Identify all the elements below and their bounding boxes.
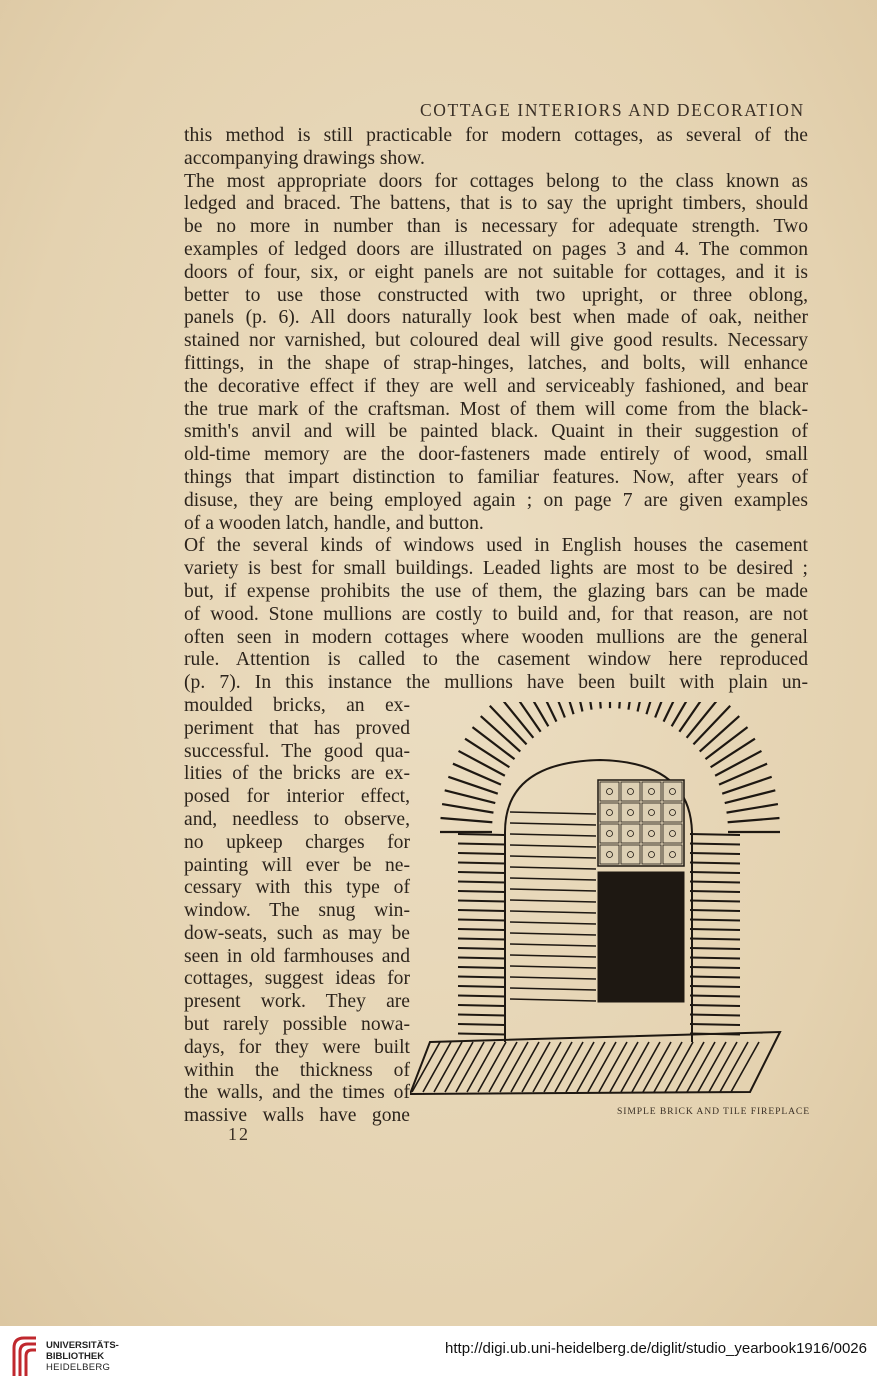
library-name-line2: BIBLIOTHEK: [46, 1351, 105, 1362]
text-line: the decorative effect if they are well and serviceably fashioned, and bear: [184, 375, 808, 397]
left-jamb-course: [458, 958, 505, 959]
page-number: 12: [228, 1124, 250, 1144]
hearth-hatching: [445, 1042, 473, 1092]
left-jamb-course: [458, 967, 505, 968]
right-jamb-course: [690, 882, 740, 883]
left-jamb-course: [458, 920, 505, 921]
text-line: of wood. Stone mullions are costly to build and, for that reason, are not: [184, 603, 808, 625]
text-line: accompanying drawings show.: [184, 147, 425, 169]
hearth-hatching: [643, 1042, 671, 1092]
hearth-hatching: [698, 1042, 726, 1092]
left-jamb-course: [458, 1024, 505, 1025]
text-line: panels (p. 6). All doors naturally look best when made of oak, neither: [184, 307, 808, 329]
hearth-hatching: [434, 1042, 462, 1092]
text-line: often seen in modern cottages where wooden mullions are the general: [184, 626, 808, 648]
inner-wall-course: [510, 834, 596, 836]
hearth-hatching: [456, 1042, 484, 1092]
text-line: be no more in number than is necessary for adequate strength. Two: [184, 216, 808, 238]
text-line: fittings, in the shape of strap-hinges, latches, and bolts, will enhance: [184, 352, 808, 374]
inner-wall-course: [510, 867, 596, 869]
text-line-narrow: days, for they were built: [184, 1036, 410, 1058]
library-logo-icon: [10, 1334, 40, 1380]
text-line: smith's anvil and will be painted black. Quaint in their suggestion of: [184, 421, 808, 443]
inner-wall-course: [510, 966, 596, 968]
left-jamb-course: [458, 901, 505, 902]
hearth-hatching: [412, 1042, 440, 1092]
right-jamb-course: [690, 929, 740, 930]
left-jamb-course: [458, 929, 505, 930]
left-jamb-course: [458, 1005, 505, 1006]
arch-brick: [442, 804, 493, 813]
text-line-narrow: within the thickness of: [184, 1059, 410, 1081]
text-line: better to use those constructed with two upright, or three oblong,: [184, 284, 808, 306]
left-jamb-course: [458, 844, 505, 845]
hearth-hatching: [566, 1042, 594, 1092]
hearth-hatching: [610, 1042, 638, 1092]
right-jamb-course: [690, 920, 740, 921]
right-jamb-course: [690, 948, 740, 949]
text-line: The most appropriate doors for cottages belong to the class known as: [184, 170, 808, 192]
text-line-narrow: successful. The good qua-: [184, 740, 410, 762]
fireplace-drawing: [410, 702, 810, 1102]
arch-brick: [481, 716, 521, 751]
right-jamb-course: [690, 891, 740, 892]
hearth-hatching: [522, 1042, 550, 1092]
left-jamb-course: [458, 939, 505, 940]
library-name-line3: HEIDELBERG: [46, 1362, 111, 1373]
inner-wall-course: [510, 812, 596, 814]
hearth-hatching: [489, 1042, 517, 1092]
hearth-hatching: [621, 1042, 649, 1092]
hearth-hatching: [478, 1042, 506, 1092]
text-line: variety is best for small buildings. Leaded lights are most to be desired ;: [184, 558, 808, 580]
fireplace-illustration: [410, 702, 810, 1102]
arch-brick: [619, 702, 623, 708]
arch-brick: [628, 702, 636, 710]
library-name: [46, 1340, 119, 1373]
left-jamb-course: [458, 1034, 505, 1035]
hearth-hatching: [709, 1042, 737, 1092]
inner-wall-course: [510, 977, 596, 979]
text-line-narrow: posed for interior effect,: [184, 786, 410, 808]
text-line: things that impart distinction to familiar features. Now, after years of: [184, 466, 808, 488]
inner-wall-course: [510, 911, 596, 913]
hearth-hatching: [533, 1042, 561, 1092]
inner-wall-course: [510, 823, 596, 825]
inner-wall-course: [510, 878, 596, 880]
text-line: examples of ledged doors are illustrated on pages 3 and 4. The common: [184, 238, 808, 260]
text-line: disuse, they are being employed again ; on page 7 are given examples: [184, 489, 808, 511]
right-jamb-course: [690, 834, 740, 835]
arch-brick: [597, 702, 601, 708]
fire-opening: [598, 872, 684, 1002]
left-jamb-course: [458, 891, 505, 892]
arch-brick: [465, 739, 509, 768]
right-jamb-course: [690, 1024, 740, 1025]
hearth-hatching: [467, 1042, 495, 1092]
text-line-narrow: window. The snug win-: [184, 900, 410, 922]
inner-wall-course: [510, 988, 596, 990]
hearth-hatching: [544, 1042, 572, 1092]
inner-wall-course: [510, 889, 596, 891]
right-jamb-course: [690, 1005, 740, 1006]
right-jamb-course: [690, 901, 740, 902]
hearth-hatching: [599, 1042, 627, 1092]
text-line-narrow: moulded bricks, an ex-: [184, 694, 410, 716]
left-jamb-course: [458, 910, 505, 911]
text-line-narrow: cottages, suggest ideas for: [184, 968, 410, 990]
left-jamb-course: [458, 948, 505, 949]
inner-wall-course: [510, 845, 596, 847]
right-jamb-course: [690, 939, 740, 940]
arch-brick: [441, 818, 493, 822]
running-head: COTTAGE INTERIORS AND DECORATION: [420, 100, 805, 120]
right-jamb-course: [690, 872, 740, 873]
text-line: of a wooden latch, handle, and button.: [184, 512, 484, 534]
inner-wall-course: [510, 933, 596, 935]
left-jamb-course: [458, 882, 505, 883]
right-jamb-course: [690, 853, 740, 854]
arch-brick: [459, 751, 505, 776]
arch-brick: [715, 751, 761, 776]
arch-brick: [728, 818, 780, 822]
right-jamb-course: [690, 996, 740, 997]
inner-wall-course: [510, 944, 596, 946]
text-line-narrow: lities of the bricks are ex-: [184, 763, 410, 785]
left-jamb-course: [458, 853, 505, 854]
hearth-hatching: [511, 1042, 539, 1092]
hearth-hatching: [665, 1042, 693, 1092]
library-name-line1: UNIVERSITÄTS-: [46, 1340, 119, 1351]
text-line: rule. Attention is called to the casement window here reproduced: [184, 649, 808, 671]
text-line: the true mark of the craftsman. Most of them will come from the black-: [184, 398, 808, 420]
text-line-narrow: dow-seats, such as may be: [184, 922, 410, 944]
arch-brick: [725, 790, 776, 803]
left-jamb-course: [458, 986, 505, 987]
hearth-hatching: [720, 1042, 748, 1092]
left-jamb-course: [458, 1015, 505, 1016]
text-line-narrow: painting will ever be ne-: [184, 854, 410, 876]
inner-wall-course: [510, 856, 596, 858]
hearth-hatching: [577, 1042, 605, 1092]
left-jamb-course: [458, 834, 505, 835]
text-line: but, if expense prohibits the use of them, the glazing bars can be made: [184, 580, 808, 602]
text-line-narrow: massive walls have gone: [184, 1105, 410, 1127]
text-line-narrow: no upkeep charges for: [184, 831, 410, 853]
text-line-narrow: the walls, and the times of: [184, 1082, 410, 1104]
text-line-narrow: but rarely possible nowa-: [184, 1014, 410, 1036]
right-jamb-course: [690, 967, 740, 968]
left-jamb-course: [458, 996, 505, 997]
text-line: stained nor varnished, but coloured deal will give good results. Necessary: [184, 330, 808, 352]
text-line-narrow: periment that has proved: [184, 717, 410, 739]
arch-brick: [472, 727, 514, 759]
right-jamb-course: [690, 1015, 740, 1016]
right-jamb-course: [690, 844, 740, 845]
arch-brick: [711, 739, 755, 768]
left-jamb-course: [458, 872, 505, 873]
right-jamb-course: [690, 910, 740, 911]
text-line-narrow: and, needless to observe,: [184, 808, 410, 830]
hearth-hatching: [632, 1042, 660, 1092]
text-line: (p. 7). In this instance the mullions have been built with plain un-: [184, 672, 808, 694]
text-line-narrow: cessary with this type of: [184, 877, 410, 899]
hearth-hatching: [676, 1042, 704, 1092]
inner-wall-course: [510, 900, 596, 902]
arch-brick: [445, 790, 496, 803]
arch-brick: [583, 702, 591, 710]
hearth-hatching: [654, 1042, 682, 1092]
source-url-link[interactable]: http://digi.ub.uni-heidelberg.de/diglit/studio_yearbook1916/0026: [445, 1340, 867, 1357]
hearth-hatching: [500, 1042, 528, 1092]
inner-wall-course: [510, 922, 596, 924]
hearth-hatching: [588, 1042, 616, 1092]
left-jamb-course: [458, 863, 505, 864]
figure-caption: SIMPLE BRICK AND TILE FIREPLACE: [617, 1106, 810, 1117]
right-jamb-course: [690, 977, 740, 978]
text-line: Of the several kinds of windows used in English houses the casement: [184, 535, 808, 557]
text-line-narrow: seen in old farmhouses and: [184, 945, 410, 967]
inner-wall-course: [510, 999, 596, 1001]
left-jamb-course: [458, 977, 505, 978]
arch-brick: [700, 716, 740, 751]
right-jamb-course: [690, 863, 740, 864]
text-line: old-time memory are the door-fasteners made entirely of wood, small: [184, 444, 808, 466]
right-jamb-course: [690, 958, 740, 959]
arch-brick: [705, 727, 747, 759]
hearth-hatching: [687, 1042, 715, 1092]
text-line: ledged and braced. The battens, that is to say the upright timbers, should: [184, 193, 808, 215]
inner-wall-course: [510, 955, 596, 957]
arch-brick: [490, 706, 527, 745]
right-jamb-course: [690, 986, 740, 987]
text-line: doors of four, six, or eight panels are not suitable for cottages, and it is: [184, 261, 808, 283]
text-line-narrow: present work. They are: [184, 991, 410, 1013]
tile-panel: [598, 780, 684, 866]
footer-bar: [0, 1326, 877, 1388]
hearth-hatching: [555, 1042, 583, 1092]
arch-brick: [727, 804, 778, 813]
text-line: this method is still practicable for modern cottages, as several of the: [184, 125, 808, 146]
arch-brick: [693, 706, 730, 745]
